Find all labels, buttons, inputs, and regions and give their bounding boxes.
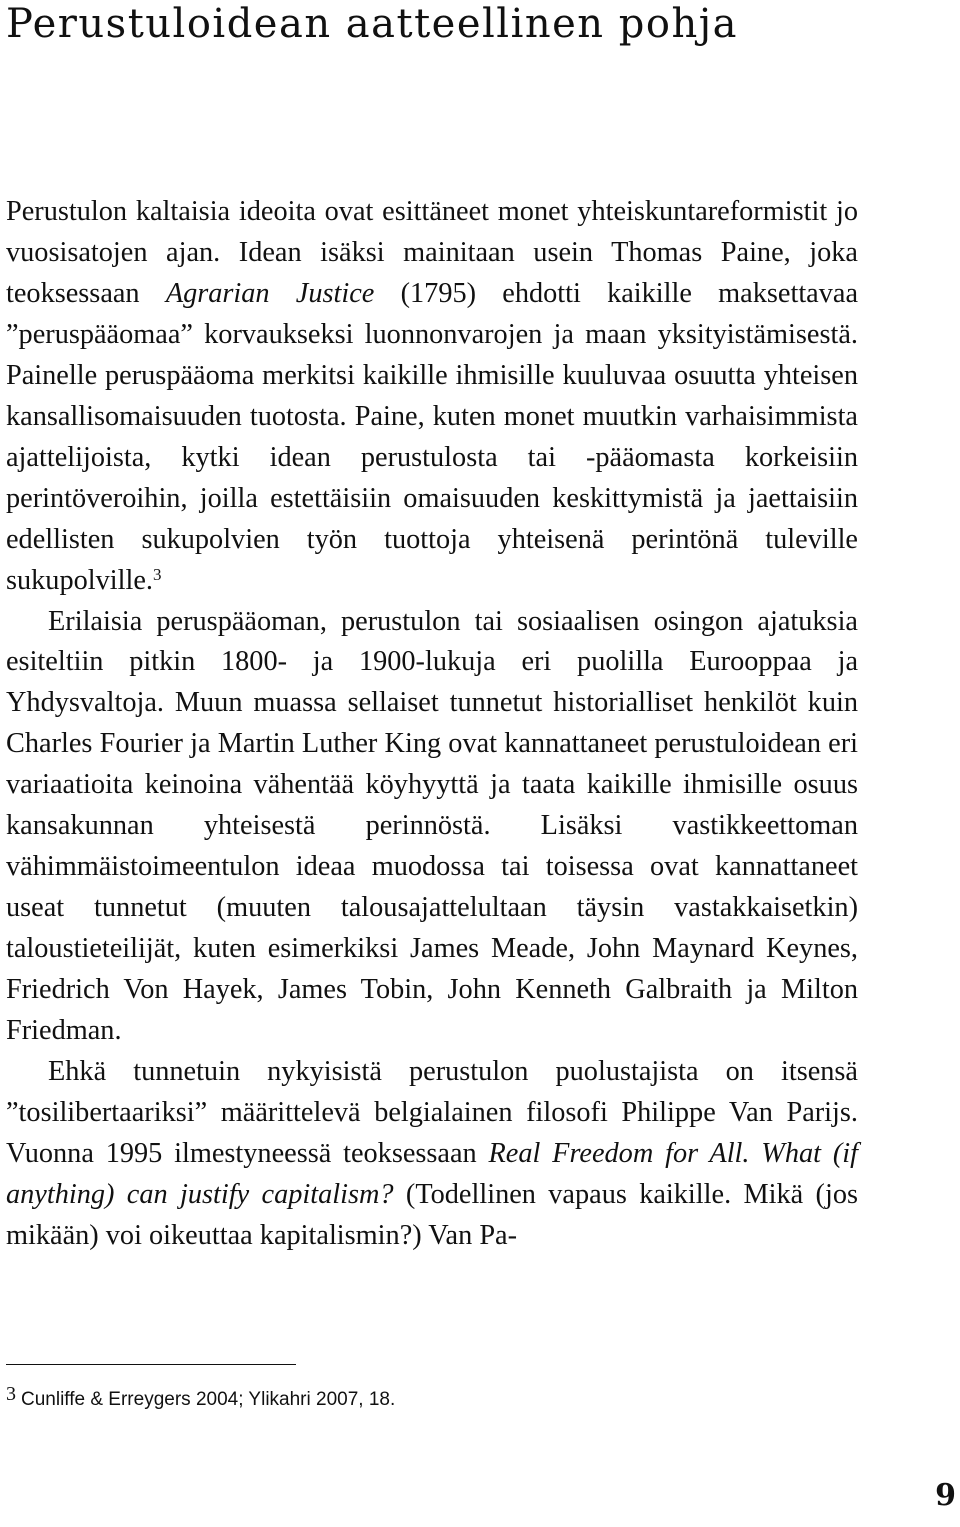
body-text bbox=[6, 192, 858, 1257]
page-title: Perustuloidean aatteellinen pohja bbox=[6, 1, 738, 47]
text-run: Erilaisia peruspääoman, perustulon tai sosiaalisen osingon ajatuksia esiteltiin pitkin 1800- ja 1900-lukuja eri puolilla Eurooppaa ja Yhdysvaltoja. Muun muassa sellaiset tunnetut historialliset henkilöt kuin Charles Fourier ja Martin Luther King ovat kannattaneet perustuloidean eri variaatioita keinoina vähentää köyhyyttä ja taata kaikille ihmisille osuus kansakunnan yhteisestä perinnöstä. Lisäksi vastikkeettoman vähimmäistoimeentulon ideaa muodossa tai toisessa ovat kannattaneet useat tunnetut (muuten talousajattelultaan täysin vastakkaisetkin) taloustieteilijät, kuten esimerkiksi James Meade, John Maynard Keynes, Friedrich Von Hayek, James Tobin, John Kenneth Galbraith ja Milton Friedman. bbox=[6, 605, 858, 1047]
text-run: (1795) ehdotti kaikille maksettavaa ”peruspääomaa” korvaukseksi luonnonvarojen ja maan yksityistämisestä. Painelle peruspääoma merkitsi kaikille ihmisille kuuluvaa osuutta yhteisen kansallisomaisuuden tuotosta. Paine, kuten monet muutkin varhaisimmista ajattelijoista, kytki idean perustulosta tai -pääomasta korkeisiin perintöveroihin, joilla estettäisiin omaisuuden keskittymistä ja jaettaisiin edellisten sukupolvien työn tuottoja yhteisenä perintönä tuleville sukupolville. bbox=[6, 277, 859, 596]
footnote-reference: 3 bbox=[152, 564, 162, 584]
footnote-text: Cunliffe & Erreygers 2004; Ylikahri 2007, 18. bbox=[21, 1389, 396, 1410]
text-run: Perustulon kaltaisia ideoita ovat esittäneet monet yhteiskuntareformistit jo vuosisatojen ajan. Idean isäksi mainitaan usein Thomas Paine, joka teoksessaan bbox=[6, 196, 858, 309]
footnote bbox=[6, 1380, 395, 1414]
text-run: (Todellinen vapaus kaikille. Mikä (jos mikään) voi oikeuttaa kapitalismin?) Van Pa- bbox=[6, 1178, 859, 1251]
footnote-number: 3 bbox=[6, 1383, 16, 1405]
text-run: Ehkä tunnetuin nykyisistä perustulon puolustajista on itsensä ”tosilibertaariksi” määrittelevä belgialainen filosofi Philippe Van Parijs. Vuonna 1995 ilmestyneessä teoksessaan bbox=[6, 1056, 858, 1169]
italic-title: Agrarian Justice bbox=[165, 277, 375, 309]
paragraph-2 bbox=[6, 602, 858, 1052]
paragraph-3 bbox=[6, 1052, 858, 1257]
page-number: 9 bbox=[935, 1478, 956, 1513]
paragraph-1 bbox=[6, 192, 858, 602]
footnote-divider bbox=[6, 1364, 296, 1365]
italic-title: Real Freedom for All. What (if anything) can justify capitalism? bbox=[6, 1137, 859, 1210]
